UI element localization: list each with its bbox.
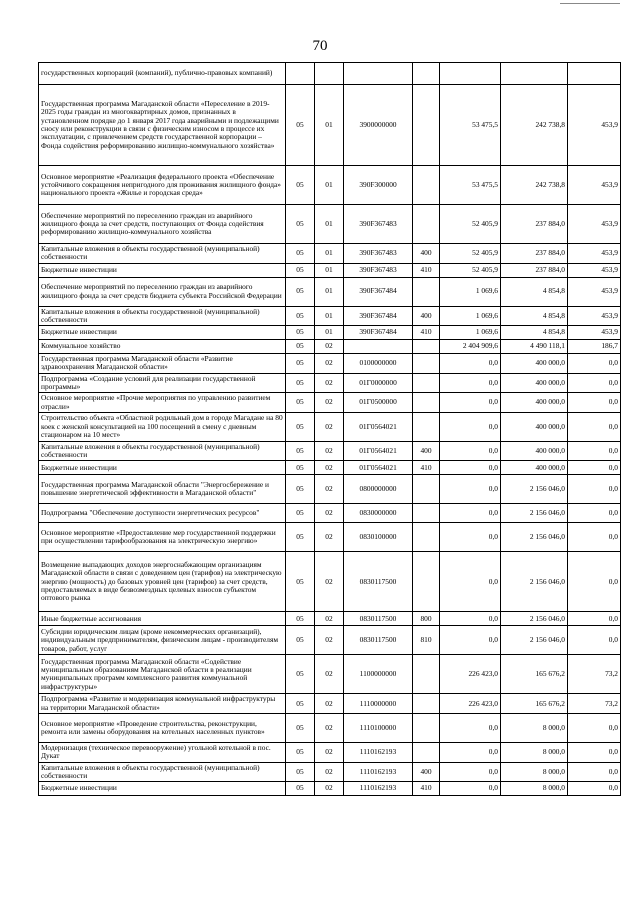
percent-cell: 0,0	[568, 612, 621, 626]
table-row	[39, 166, 621, 205]
target-article-cell: 390F367484	[344, 277, 413, 306]
expense-type-cell: 400	[413, 762, 440, 782]
target-article-cell: 1110100000	[344, 713, 413, 742]
subsection-code-cell: 02	[315, 373, 344, 393]
amount-current-cell: 242 738,8	[501, 166, 568, 205]
subsection-code-cell: 02	[315, 441, 344, 461]
amount-current-cell: 237 884,0	[501, 244, 568, 264]
subsection-code-cell: 01	[315, 326, 344, 340]
table-row	[39, 713, 621, 742]
target-article-cell: 1110162193	[344, 762, 413, 782]
expense-type-cell	[413, 552, 440, 612]
section-code-cell: 05	[286, 461, 315, 475]
row-name-cell: Капитальные вложения в объекты государственной (муниципальной) собственности	[39, 441, 286, 461]
expense-type-cell: 810	[413, 626, 440, 655]
target-article-cell: 390F367483	[344, 205, 413, 244]
expense-type-cell	[413, 504, 440, 523]
target-article-cell: 1110000000	[344, 694, 413, 714]
subsection-code-cell: 01	[315, 277, 344, 306]
target-article-cell: 1110162193	[344, 782, 413, 796]
row-name-cell: Капитальные вложения в объекты государственной (муниципальной) собственности	[39, 306, 286, 326]
row-name-cell: Обеспечение мероприятий по переселению граждан из аварийного жилищного фонда за счет средств бюджета субъекта Российской Федерации	[39, 277, 286, 306]
table-row	[39, 612, 621, 626]
target-article-cell: 1110162193	[344, 742, 413, 762]
subsection-code-cell: 02	[315, 626, 344, 655]
amount-prev-cell: 52 405,9	[440, 244, 501, 264]
amount-current-cell: 4 490 118,1	[501, 340, 568, 354]
expense-type-cell	[413, 277, 440, 306]
row-name-cell: Основное мероприятие «Прочие мероприятия по управлению развитием отрасли»	[39, 393, 286, 413]
percent-cell: 0,0	[568, 762, 621, 782]
row-name-cell: Строительство объекта «Областной родильный дом в городе Магадане на 80 коек с женской консультацией на 100 посещений в смену с дневным стационаром на 10 мест»	[39, 412, 286, 441]
subsection-code-cell: 02	[315, 340, 344, 354]
section-code-cell: 05	[286, 166, 315, 205]
amount-prev-cell	[440, 63, 501, 85]
target-article-cell: 01Г0000000	[344, 373, 413, 393]
subsection-code-cell: 01	[315, 306, 344, 326]
section-code-cell: 05	[286, 782, 315, 796]
percent-cell: 186,7	[568, 340, 621, 354]
section-code-cell: 05	[286, 340, 315, 354]
amount-prev-cell: 0,0	[440, 742, 501, 762]
target-article-cell	[344, 63, 413, 85]
section-code-cell: 05	[286, 263, 315, 277]
table-row	[39, 306, 621, 326]
subsection-code-cell: 02	[315, 713, 344, 742]
percent-cell: 0,0	[568, 713, 621, 742]
amount-current-cell: 2 156 046,0	[501, 475, 568, 504]
amount-prev-cell: 0,0	[440, 762, 501, 782]
amount-prev-cell: 0,0	[440, 782, 501, 796]
row-name-cell: Бюджетные инвестиции	[39, 782, 286, 796]
section-code-cell: 05	[286, 742, 315, 762]
subsection-code-cell: 02	[315, 742, 344, 762]
target-article-cell: 01Г0564021	[344, 461, 413, 475]
expense-type-cell	[413, 475, 440, 504]
amount-prev-cell: 1 069,6	[440, 277, 501, 306]
percent-cell: 453,9	[568, 306, 621, 326]
section-code-cell: 05	[286, 655, 315, 694]
percent-cell: 73,2	[568, 655, 621, 694]
amount-prev-cell: 0,0	[440, 612, 501, 626]
row-name-cell: Основное мероприятие «Проведение строительства, реконструкции, ремонта или замены оборудования на котельных населенных пунктов»	[39, 713, 286, 742]
subsection-code-cell: 02	[315, 354, 344, 374]
row-name-cell: Модернизация (техническое перевооружение) угольной котельной в пос. Дукат	[39, 742, 286, 762]
section-code-cell: 05	[286, 85, 315, 166]
expense-type-cell	[413, 742, 440, 762]
percent-cell: 0,0	[568, 393, 621, 413]
subsection-code-cell	[315, 63, 344, 85]
section-code-cell: 05	[286, 393, 315, 413]
amount-prev-cell: 2 404 909,6	[440, 340, 501, 354]
table-row	[39, 742, 621, 762]
subsection-code-cell: 02	[315, 762, 344, 782]
amount-prev-cell: 226 423,0	[440, 694, 501, 714]
row-name-cell: Государственная программа Магаданской области «Развитие здравоохранения Магаданской области»	[39, 354, 286, 374]
amount-prev-cell: 226 423,0	[440, 655, 501, 694]
amount-prev-cell: 52 405,9	[440, 205, 501, 244]
row-name-cell: Возмещение выпадающих доходов энергоснабжающим организациям Магаданской области в связи с доведением цен (тарифов) на электрическую энергию (мощность) до базовых уровней цен (тарифов) за счет средств, предоставляемых в виде безвозмездных целевых взносов субъектом оптового рынка	[39, 552, 286, 612]
section-code-cell: 05	[286, 277, 315, 306]
table-row	[39, 63, 621, 85]
table-row	[39, 340, 621, 354]
section-code-cell: 05	[286, 504, 315, 523]
table-row	[39, 277, 621, 306]
target-article-cell: 390F367484	[344, 306, 413, 326]
amount-prev-cell: 0,0	[440, 504, 501, 523]
percent-cell: 453,9	[568, 244, 621, 264]
expense-type-cell	[413, 523, 440, 552]
amount-current-cell: 400 000,0	[501, 461, 568, 475]
subsection-code-cell: 01	[315, 166, 344, 205]
target-article-cell	[344, 340, 413, 354]
target-article-cell: 3900000000	[344, 85, 413, 166]
percent-cell: 0,0	[568, 552, 621, 612]
target-article-cell: 390F300000	[344, 166, 413, 205]
amount-current-cell: 2 156 046,0	[501, 523, 568, 552]
target-article-cell: 390F367484	[344, 326, 413, 340]
expense-type-cell	[413, 694, 440, 714]
row-name-cell: Государственная программа Магаданской области «Переселение в 2019-2025 годы граждан из многоквартирных домов, признанных в установленном порядке до 1 января 2017 года аварийными и подлежащими сносу или реконструкции в связи с физическим износом в процессе их эксплуатации, с привлечением средств государственной корпорации – Фонда содействия реформированию жилищно-коммунального хозяйства»	[39, 85, 286, 166]
table-row	[39, 205, 621, 244]
section-code-cell	[286, 63, 315, 85]
section-code-cell: 05	[286, 412, 315, 441]
amount-current-cell: 4 854,8	[501, 277, 568, 306]
row-name-cell: государственных корпораций (компаний), публично-правовых компаний)	[39, 63, 286, 85]
section-code-cell: 05	[286, 552, 315, 612]
target-article-cell: 0100000000	[344, 354, 413, 374]
row-name-cell: Подпрограмма «Развитие и модернизация коммунальной инфраструктуры на территории Магаданской области»	[39, 694, 286, 714]
table-row	[39, 326, 621, 340]
percent-cell	[568, 63, 621, 85]
amount-current-cell: 8 000,0	[501, 782, 568, 796]
amount-prev-cell: 53 475,5	[440, 166, 501, 205]
percent-cell: 453,9	[568, 166, 621, 205]
amount-prev-cell: 52 405,9	[440, 263, 501, 277]
expense-type-cell	[413, 393, 440, 413]
budget-table	[38, 62, 621, 796]
expense-type-cell	[413, 354, 440, 374]
table-row	[39, 373, 621, 393]
amount-current-cell: 400 000,0	[501, 354, 568, 374]
row-name-cell: Бюджетные инвестиции	[39, 263, 286, 277]
row-name-cell: Подпрограмма «Создание условий для реализации государственной программы»	[39, 373, 286, 393]
subsection-code-cell: 02	[315, 655, 344, 694]
amount-current-cell: 242 738,8	[501, 85, 568, 166]
expense-type-cell: 400	[413, 244, 440, 264]
row-name-cell: Основное мероприятие «Предоставление мер государственной поддержки при осуществлении тарифообразования на электрическую энергию»	[39, 523, 286, 552]
amount-prev-cell: 0,0	[440, 373, 501, 393]
table-row	[39, 626, 621, 655]
table-row	[39, 762, 621, 782]
section-code-cell: 05	[286, 612, 315, 626]
expense-type-cell	[413, 85, 440, 166]
row-name-cell: Коммунальное хозяйство	[39, 340, 286, 354]
section-code-cell: 05	[286, 694, 315, 714]
amount-prev-cell: 0,0	[440, 626, 501, 655]
section-code-cell: 05	[286, 373, 315, 393]
target-article-cell: 0830100000	[344, 523, 413, 552]
amount-current-cell: 237 884,0	[501, 263, 568, 277]
percent-cell: 0,0	[568, 523, 621, 552]
row-name-cell: Иные бюджетные ассигнования	[39, 612, 286, 626]
amount-current-cell: 8 000,0	[501, 762, 568, 782]
amount-prev-cell: 1 069,6	[440, 306, 501, 326]
section-code-cell: 05	[286, 244, 315, 264]
expense-type-cell: 400	[413, 441, 440, 461]
amount-prev-cell: 0,0	[440, 713, 501, 742]
target-article-cell: 01Г0564021	[344, 412, 413, 441]
amount-current-cell: 8 000,0	[501, 713, 568, 742]
amount-prev-cell: 0,0	[440, 552, 501, 612]
table-row	[39, 85, 621, 166]
target-article-cell: 0800000000	[344, 475, 413, 504]
amount-current-cell: 2 156 046,0	[501, 504, 568, 523]
amount-current-cell: 2 156 046,0	[501, 612, 568, 626]
target-article-cell: 0830117500	[344, 626, 413, 655]
section-code-cell: 05	[286, 354, 315, 374]
table-row	[39, 694, 621, 714]
subsection-code-cell: 02	[315, 461, 344, 475]
subsection-code-cell: 01	[315, 205, 344, 244]
scan-edge-mark	[560, 3, 620, 4]
target-article-cell: 1100000000	[344, 655, 413, 694]
target-article-cell: 0830000000	[344, 504, 413, 523]
table-row	[39, 244, 621, 264]
subsection-code-cell: 02	[315, 393, 344, 413]
amount-prev-cell: 53 475,5	[440, 85, 501, 166]
row-name-cell: Государственная программа Магаданской области «Содействие муниципальным образованиям Магаданской области в реализации муниципальных программ комплексного развития коммунальной инфраструктуры»	[39, 655, 286, 694]
subsection-code-cell: 01	[315, 244, 344, 264]
section-code-cell: 05	[286, 523, 315, 552]
target-article-cell: 390F367483	[344, 263, 413, 277]
amount-prev-cell: 0,0	[440, 393, 501, 413]
amount-current-cell: 4 854,8	[501, 326, 568, 340]
row-name-cell: Капитальные вложения в объекты государственной (муниципальной) собственности	[39, 244, 286, 264]
amount-current-cell: 400 000,0	[501, 393, 568, 413]
table-row	[39, 263, 621, 277]
section-code-cell: 05	[286, 626, 315, 655]
subsection-code-cell: 02	[315, 412, 344, 441]
percent-cell: 453,9	[568, 277, 621, 306]
row-name-cell: Бюджетные инвестиции	[39, 326, 286, 340]
subsection-code-cell: 01	[315, 263, 344, 277]
budget-table-body	[39, 63, 621, 796]
subsection-code-cell: 02	[315, 694, 344, 714]
subsection-code-cell: 02	[315, 523, 344, 552]
expense-type-cell: 410	[413, 326, 440, 340]
amount-current-cell: 237 884,0	[501, 205, 568, 244]
subsection-code-cell: 01	[315, 85, 344, 166]
target-article-cell: 390F367483	[344, 244, 413, 264]
percent-cell: 0,0	[568, 461, 621, 475]
percent-cell: 0,0	[568, 475, 621, 504]
section-code-cell: 05	[286, 475, 315, 504]
expense-type-cell	[413, 713, 440, 742]
percent-cell: 453,9	[568, 85, 621, 166]
target-article-cell: 0830117500	[344, 552, 413, 612]
section-code-cell: 05	[286, 762, 315, 782]
amount-current-cell: 165 676,2	[501, 655, 568, 694]
table-row	[39, 782, 621, 796]
percent-cell: 73,2	[568, 694, 621, 714]
amount-prev-cell: 0,0	[440, 475, 501, 504]
row-name-cell: Субсидии юридическим лицам (кроме некоммерческих организаций), индивидуальным предпринимателям, физическим лицам - производителям товаров, работ, услуг	[39, 626, 286, 655]
row-name-cell: Основное мероприятие «Реализация федерального проекта «Обеспечение устойчивого сокращения непригодного для проживания жилищного фонда» национального проекта «Жилье и городская среда»	[39, 166, 286, 205]
expense-type-cell: 800	[413, 612, 440, 626]
table-row	[39, 655, 621, 694]
table-row	[39, 461, 621, 475]
target-article-cell: 01Г0564021	[344, 441, 413, 461]
table-row	[39, 354, 621, 374]
percent-cell: 0,0	[568, 504, 621, 523]
amount-current-cell: 400 000,0	[501, 412, 568, 441]
amount-current-cell: 400 000,0	[501, 441, 568, 461]
amount-current-cell: 8 000,0	[501, 742, 568, 762]
section-code-cell: 05	[286, 205, 315, 244]
subsection-code-cell: 02	[315, 504, 344, 523]
amount-prev-cell: 0,0	[440, 461, 501, 475]
percent-cell: 453,9	[568, 326, 621, 340]
amount-prev-cell: 0,0	[440, 523, 501, 552]
amount-current-cell: 165 676,2	[501, 694, 568, 714]
expense-type-cell	[413, 205, 440, 244]
amount-prev-cell: 1 069,6	[440, 326, 501, 340]
expense-type-cell	[413, 412, 440, 441]
amount-current-cell: 400 000,0	[501, 373, 568, 393]
expense-type-cell: 400	[413, 306, 440, 326]
expense-type-cell: 410	[413, 263, 440, 277]
amount-current-cell: 2 156 046,0	[501, 552, 568, 612]
target-article-cell: 0830117500	[344, 612, 413, 626]
amount-current-cell: 2 156 046,0	[501, 626, 568, 655]
section-code-cell: 05	[286, 441, 315, 461]
expense-type-cell	[413, 63, 440, 85]
percent-cell: 0,0	[568, 373, 621, 393]
table-row	[39, 412, 621, 441]
percent-cell: 0,0	[568, 354, 621, 374]
subsection-code-cell: 02	[315, 552, 344, 612]
subsection-code-cell: 02	[315, 475, 344, 504]
amount-prev-cell: 0,0	[440, 354, 501, 374]
expense-type-cell	[413, 373, 440, 393]
row-name-cell: Подпрограмма "Обеспечение доступности энергетических ресурсов"	[39, 504, 286, 523]
percent-cell: 0,0	[568, 626, 621, 655]
percent-cell: 453,9	[568, 263, 621, 277]
expense-type-cell	[413, 166, 440, 205]
table-row	[39, 523, 621, 552]
percent-cell: 0,0	[568, 441, 621, 461]
expense-type-cell: 410	[413, 461, 440, 475]
table-row	[39, 441, 621, 461]
percent-cell: 0,0	[568, 412, 621, 441]
table-row	[39, 504, 621, 523]
amount-current-cell: 4 854,8	[501, 306, 568, 326]
row-name-cell: Обеспечение мероприятий по переселению граждан из аварийного жилищного фонда за счет средств, поступающих от Фонда содействия реформированию жилищно-коммунального хозяйства	[39, 205, 286, 244]
amount-prev-cell: 0,0	[440, 441, 501, 461]
amount-prev-cell: 0,0	[440, 412, 501, 441]
page-number: 70	[312, 38, 328, 54]
row-name-cell: Бюджетные инвестиции	[39, 461, 286, 475]
percent-cell: 0,0	[568, 782, 621, 796]
expense-type-cell	[413, 340, 440, 354]
target-article-cell: 01Г0500000	[344, 393, 413, 413]
expense-type-cell	[413, 655, 440, 694]
section-code-cell: 05	[286, 326, 315, 340]
section-code-cell: 05	[286, 306, 315, 326]
row-name-cell: Государственная программа Магаданской области "Энергосбережение и повышение энергетической эффективности в Магаданской области"	[39, 475, 286, 504]
section-code-cell: 05	[286, 713, 315, 742]
expense-type-cell: 410	[413, 782, 440, 796]
row-name-cell: Капитальные вложения в объекты государственной (муниципальной) собственности	[39, 762, 286, 782]
percent-cell: 0,0	[568, 742, 621, 762]
percent-cell: 453,9	[568, 205, 621, 244]
subsection-code-cell: 02	[315, 782, 344, 796]
table-row	[39, 552, 621, 612]
table-row	[39, 393, 621, 413]
table-row	[39, 475, 621, 504]
amount-current-cell	[501, 63, 568, 85]
subsection-code-cell: 02	[315, 612, 344, 626]
